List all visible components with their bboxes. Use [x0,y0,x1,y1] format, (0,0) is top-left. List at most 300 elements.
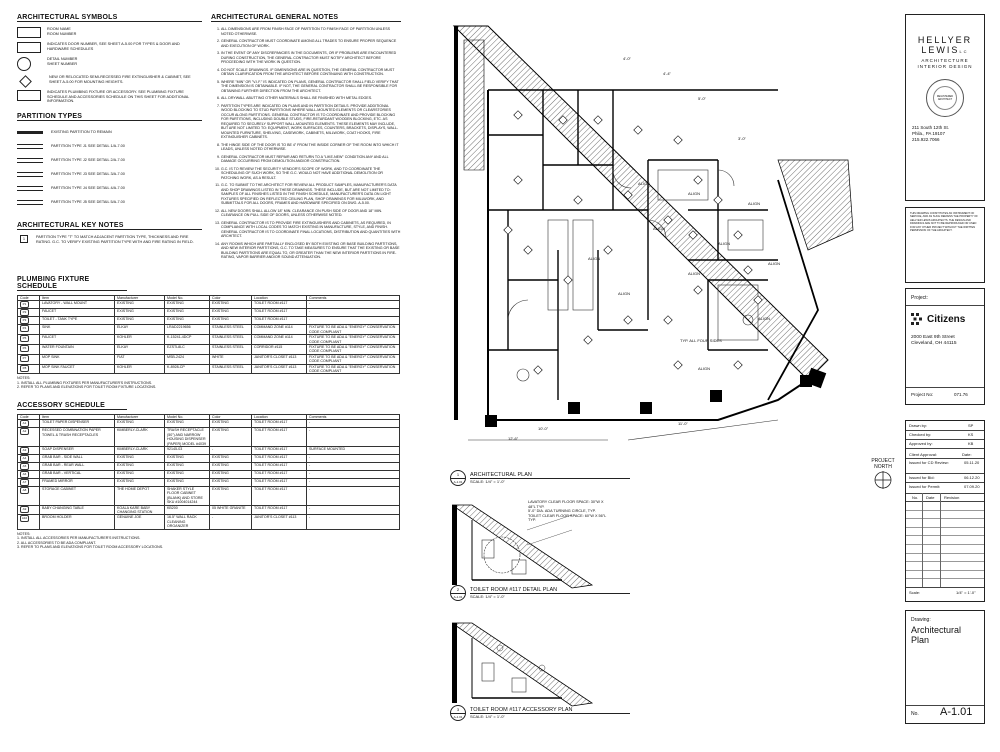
plan-tag-icon [744,266,752,274]
table-cell: TOILET PAPER DISPENSER [40,420,115,428]
general-note: 3. IN THE EVENT OF ANY DISCREPANCIES IN THE DOCUMENTS, OR IF PROBLEMS ARE ENCOUNTERED DURING CONSTRUCTION, THE GENERAL CONTRACTOR MUST NOTIFY ARCHITECT BEFORE PROCEEDING WITH THE WORK IN QUESTION. [221,51,401,65]
partition-line-icon [17,158,43,163]
client-name: Citizens [927,313,966,325]
firm-address: 211 South 12th St. Phila., PA 19107 215.922.7066 [912,125,949,142]
plan-tag-icon [734,231,742,239]
general-note: 7. PARTITION TYPES ARE INDICATED ON PLANS AND IN PARTITION DETAILS. PROVIDE ADDITIONAL WOOD BLOCKING TO STUD PARTITIONS WHERE WALL-MOUNTED ELEMENTS OR CLEARSTORIES OCCUR ALONG PARTITIONS. GENERAL CONTRACTOR IS TO COORDINATE AND PROVIDE BLOCKING FOR PARTITIONS, INCLUDING DOUBLE STUDS, FIRE-RETARDANT WOODEN BLOCKING, ETC. AS REQUIRED TO SECURELY SUPPORT WALL-MOUNTED ELEMENTS. THESE ELEMENTS MAY INCLUDE, BUT ARE NOT LIMITED TO: EQUIPMENT, WORK SURFACES, COUNTERS, BRACKETS, DISPLAYS, WALL-MOUNTED FURNITURE, SHELVING, CASEWORK, CABINETS, MILLWORK, COAT HOOKS, FIRE EXTINGUISHER CABINETS. [221,104,401,140]
table-cell: TOILET ROOM #117 [252,420,307,428]
table-cell: 16.5" WALL RACK CLEANING ORGANIZER [165,515,210,529]
plan-annotation: ALIGN [748,201,761,206]
firm-subtitle: ARCHITECTURE INTERIOR DESIGN [917,58,973,69]
table-cell: EXISTING [115,479,165,487]
table-cell: CORRIDOR #115 [252,345,307,355]
table-cell [18,364,40,374]
partition-label: PARTITION TYPE J2 SEE DETAIL 2/A-7.00 [51,158,125,162]
table-cell: EXISTING [210,463,252,471]
table-cell: 05 WHITE GRANITE [210,505,252,515]
partition-list [17,125,202,209]
plumbing-title: PLUMBING FIXTURE SCHEDULE [17,276,127,291]
plan-annotation: 3'-0" [738,136,746,141]
partition-row [17,167,202,181]
plan-annotation: ALIGN [638,181,651,186]
partition-line-icon [17,186,43,191]
table-row [18,325,400,335]
project-north [866,458,900,495]
rev-date-header: Date [926,495,935,500]
drawn-by-label: Drawn by: [909,423,928,428]
general-note: 12. ALL NEW DOORS SHALL ALLOW 18" MIN. CLEARANCE ON PUSH SIDE OF DOOR AND 18" MIN. CLEARANCE ON PULL SIDE OF DOORS, UNLESS OTHERWISE NOTED. [221,209,401,218]
table-cell [18,515,40,529]
plumbing-schedule [17,276,402,390]
plan-tag-icon [504,226,512,234]
detail-plan-bubble [450,585,466,601]
table-cell: STAINLESS STEEL [210,325,252,335]
partition-line-icon [17,200,43,205]
table-cell: FIXTURE TO BE ADA & "ENERGY" CONSERVATION CODE COMPLIANT [307,364,400,374]
drawing-title: Architectural Plan [911,625,962,645]
table-cell: EXISTING [115,471,165,479]
citizens-logo-icon [911,313,925,325]
column-header: Comments [307,415,400,420]
schedule-note: 1. INSTALL ALL ACCESSORIES PER MANUFACTURER'S INSTRUCTIONS. [17,536,141,541]
schedule-note: 3. REFER TO PLANS AND ELEVATIONS FOR TOILET ROOM ACCESSORY LOCATIONS. [17,544,164,549]
plan-tag-icon [514,176,522,184]
rev-no-header: No. [912,495,919,500]
table-cell: EXISTING [210,471,252,479]
table-cell: GRAB BAR - SIDE WALL [40,455,115,463]
general-notes-title: ARCHITECTURAL GENERAL NOTES [211,14,401,22]
symbol-label: INDICATES PLUMBING FIXTURE OR ACCESSORY. SEE PLUMBING FIXTURE SCHEDULE AND ACCESSORIES SCHEDULE ON THIS SHEET FOR ADDITIONAL INFORMATION. [47,90,190,104]
column-header: Location [252,296,307,301]
plan-tag-icon [594,116,602,124]
table-cell: - [307,471,400,479]
plan-annotation: ALIGN [588,256,601,261]
detail-plan-num: 2 [456,587,460,592]
table-cell: COMMAND ZONE #114 [252,335,307,345]
detail-plan-scale: SCALE: 1/4" = 1'-0" [470,594,505,599]
plan-annotation: ALIGN [698,366,711,371]
table-cell: - [307,455,400,463]
fixture-code: P7 [20,355,29,362]
table-cell: FIXTURE TO BE ADA & "ENERGY" CONSERVATION CODE COMPLIANT [307,354,400,364]
revision-row-line [906,535,984,536]
detail-plan-sheet: A-1.01 [451,593,465,600]
architectural-plan-drawing [448,20,868,460]
firm-block [905,14,985,201]
plan-annotation: ALIGN [688,271,701,276]
partition-row [17,139,202,153]
column-header: Item [40,415,115,420]
schedule-note: 2. ALL ACCESSORIES TO BE ADA COMPLIANT. [17,540,97,545]
table-cell: GRAB BAR - VERTICAL [40,471,115,479]
accessory-title: ACCESSORY SCHEDULE [17,402,127,410]
main-plan-num: 1 [456,472,460,477]
table-cell [18,447,40,455]
plan-tag-icon [534,366,542,374]
scale-value: 1/4" = 1'-0" [956,590,976,595]
table-cell: WHITE [210,354,252,364]
table-row [18,428,400,447]
table-cell: K-15241-4DCP [165,335,210,345]
plan-tag-icon [584,336,592,344]
table-cell: STORAGE CABINET [40,487,115,506]
plan-annotation: ALIGN [653,226,666,231]
revision-row-line [906,553,984,554]
partition-row [17,153,202,167]
partition-types-title: PARTITION TYPES [17,113,202,121]
fixture-code: P6 [20,345,29,352]
fixture-code: A9 [20,506,29,513]
table-cell [18,335,40,345]
toilet-accessory-plan-drawing [452,618,662,708]
schedule-note: 1. INSTALL ALL PLUMBING FIXTURES PER MANUFACTURER'S INSTRUCTIONS. [17,380,153,385]
plan-tag-icon [734,361,742,369]
symbols-section [17,14,202,108]
schedule-note: 2. REFER TO PLANS AND ELEVATIONS FOR TOILET ROOM FIXTURE LOCATIONS. [17,385,157,390]
fixture-code: A8 [20,487,29,494]
plan-tag-icon [574,196,582,204]
key-notes-list [17,235,202,244]
table-cell [18,301,40,309]
table-cell: EXISTING [115,420,165,428]
detail-plan-title: TOILET ROOM #117 DETAIL PLAN [470,587,630,594]
symbol-label: ROOM NAME ROOM NUMBER [47,27,77,36]
fixture-code: A10 [21,516,28,521]
table-cell: TOILET ROOM #117 [252,487,307,506]
general-note: 9. GENERAL CONTRACTOR MUST REPAIR AND RETURN TO A "LIKE-NEW" CONDITION ANY AND ALL DAMAGE OCCURRING FROM DEMOLITION AND/OR CONSTRUCTION. [221,155,401,164]
symbol-label: DETAIL NUMBER SHEET NUMBER [47,57,78,66]
table-row [18,317,400,325]
revision-row-line [906,570,984,571]
table-cell: TOILET ROOM #117 [252,301,307,309]
accessory-plan-scale: SCALE: 1/4" = 1'-0" [470,714,505,719]
column-header: Comments [307,296,400,301]
fixture-code: A3 [20,447,29,454]
plan-annotation: 4'-0" [623,56,631,61]
general-note: 8. THE HINGE SIDE OF THE DOOR IS TO BE 4" FROM THE INSIDE CORNER OF THE ROOM INTO WHICH IT LEADS, UNLESS NOTED OTHERWISE. [221,143,401,152]
project-no-label: Project No: [911,392,934,397]
issued-permit: 07.09.20 [964,484,980,489]
fixture-code: P1 [20,301,29,308]
table-cell: FIXTURE TO BE ADA & "ENERGY" CONSERVATION CODE COMPLIANT [307,325,400,335]
table-row [18,447,400,455]
table-cell: TOILET ROOM #117 [252,471,307,479]
approval-block [905,420,985,602]
issued-cd: 05.11.20 [964,460,980,465]
table-cell: - [307,479,400,487]
client-approval-date-label: Date: [962,452,972,457]
table-cell: EXISTING [165,463,210,471]
general-note: 10. G.C. IS TO REVIEW THE SECURITY VENDOR'S SCOPE OF WORK, AND TO COORDINATE THE SCHEDULING OF SUCH WORK, SO THE G.C. WOULD NOT HAVE ADDITIONAL DEMOLITION OR PATCHING WORK, AS A RESULT. [221,167,401,181]
fixture-code: A5 [20,463,29,470]
symbol-row [17,42,202,53]
main-plan-sheet: A-1.01 [451,478,465,485]
table-cell: K-8928-CP [165,364,210,374]
checked-by: KS [968,432,974,437]
table-cell: BROOM HOLDER [40,515,115,529]
table-cell: EXISTING [115,463,165,471]
symbols-title: ARCHITECTURAL SYMBOLS [17,14,202,22]
fixture-code: A4 [20,455,29,462]
main-plan-label [450,470,650,486]
partition-row [17,181,202,195]
revision-row-line [906,578,984,579]
partition-label: PARTITION TYPE J1 SEE DETAIL 1/A-7.00 [51,144,125,148]
table-cell: - [307,428,400,447]
approved-by-label: Approved by: [909,441,933,446]
plan-annotation: ALIGN [758,316,771,321]
table-cell: - [307,487,400,506]
plan-annotation: ALIGN [618,291,631,296]
fixture-code: A2 [20,428,29,435]
fixture-code: P5 [20,335,29,342]
table-cell: EXISTING [165,479,210,487]
partition-line-icon [17,144,43,149]
table-cell: FAUCET [40,309,115,317]
table-cell: GENUINE JOE [115,515,165,529]
drawing-label: Drawing: [911,617,931,623]
general-note: 5. WHERE "MIN" OR "V.I.F." IS INDICATED ON PLANS, GENERAL CONTRACTOR SHALL FIELD VERIFY THAT THE DIMENSION IS OBTAINABLE. IF NOT, THE GENERAL CONTRACTOR SHALL BE RESPONSIBLE FOR OBTAINING FURTHER DIRECTION FROM THE ARCHITECT. [221,80,401,94]
accessory-table [17,414,400,530]
table-cell: SINK [40,325,115,335]
partition-line-icon [17,131,43,134]
column-header: Model No. [165,415,210,420]
column-header: Location [252,415,307,420]
key-notes-section [17,222,202,244]
table-cell: KOHLER [115,364,165,374]
column-header: Color [210,415,252,420]
fixture-code: A1 [20,420,29,427]
symbol-row [17,57,202,71]
accessory-plan-title: TOILET ROOM #117 ACCESSORY PLAN [470,707,630,714]
partition-row [17,125,202,139]
general-note: 6. ALL DRYWALL ABUTTING OTHER MATERIALS SHALL BE FINISHED WITH METAL EDGES. [221,96,401,101]
plan-annotation: 5'-0" [698,96,706,101]
table-cell: KOALA KARE BABY CHANGING STATION [115,505,165,515]
key-notes-title: ARCHITECTURAL KEY NOTES [17,222,202,230]
accessory-plan-num: 3 [456,707,460,712]
table-cell: EXISTING [165,455,210,463]
revision-row-line [906,510,984,511]
table-cell [18,487,40,506]
table-cell: TOILET ROOM #117 [252,463,307,471]
column-header: Code [18,296,40,301]
table-row [18,301,400,309]
table-cell: MSB-2424 [165,354,210,364]
client-logo [911,313,984,325]
table-cell: EXISTING [115,317,165,325]
revision-row-line [906,518,984,519]
revision-row-line [906,527,984,528]
column-header: Color [210,296,252,301]
plumbing-notes-title: NOTES: [17,376,31,381]
table-cell [18,479,40,487]
sheet-no: A-1.01 [940,706,973,718]
plan-tag-icon [714,196,722,204]
table-cell: TOILET ROOM #117 [252,309,307,317]
general-note: 2. GENERAL CONTRACTOR MUST COORDINATE AMONG ALL TRADES TO ENSURE PROPER SEQUENCE AND EXECUTION OF WORK. [221,39,401,48]
sheet-no-label: No. [911,711,919,717]
firm-name-1: HELLYER [917,35,973,45]
symbol-row [17,90,202,104]
issued-permit-label: Issued for Permit: [909,484,941,489]
general-notes-section [211,14,401,263]
project-block [905,288,985,405]
table-cell: TOILET ROOM #117 [252,479,307,487]
partition-types-section [17,113,202,209]
table-cell: - [210,515,252,529]
table-cell: EXISTING [115,309,165,317]
table-cell: TRASH RECEPTACLE (50") AND NARROW HOUSING DISPENSER (PAPER) MODEL #4039 [165,428,210,447]
table-cell: STAINLESS STEEL [210,345,252,355]
disclaimer-block [905,207,985,283]
table-cell [18,428,40,447]
general-note: 13. GENERAL CONTRACTOR IS TO PROVIDE FIRE EXTINGUISHERS AND CABINETS, AS REQUIRED, IN COMPLIANCE WITH LOCAL CODES TO MATCH EXISTING IN MANUFACTURE, STYLE, AND FINISH. GENERAL CONTRACTOR IS TO COORDINATE FINAL LOCATIONS, DISTRIBUTION AND QUANTITIES WITH ARCHITECT. [221,221,401,239]
partition-label: PARTITION TYPE J4 SEE DETAIL 4/A-7.00 [51,186,125,190]
table-cell: KOHLER [115,335,165,345]
table-cell: EXISTING [210,309,252,317]
table-cell: EXISTING [210,487,252,506]
table-cell: FIXTURE TO BE ADA & "ENERGY" CONSERVATION CODE COMPLIANT [307,345,400,355]
column-header: Manufacturer [115,415,165,420]
checked-by-label: Checked by: [909,432,932,437]
north-label: PROJECT NORTH [871,458,895,470]
table-cell: TOILET ROOM #117 [252,447,307,455]
partition-row [17,195,202,209]
table-row [18,335,400,345]
plan-tag-icon [624,316,632,324]
table-cell: EXISTING [210,420,252,428]
table-cell: SOAP DISPENSER [40,447,115,455]
firm-name-2-row [906,45,984,55]
table-cell [18,505,40,515]
accessory-plan-sheet: A-1.01 [451,713,465,720]
table-cell: - [307,505,400,515]
left-exterior-wall [454,26,458,420]
client-approval-label: Client Approval: [909,452,938,457]
plan-annotation: 11'-0" [678,421,688,426]
accessory-schedule [17,402,402,549]
accessory-notes-title: NOTES: [17,531,31,536]
general-notes-list [211,27,401,260]
table-cell: JANITOR'S CLOSET #113 [252,515,307,529]
column-header: Item [40,296,115,301]
table-cell: EXISTING [165,420,210,428]
issued-cd-label: Issued for CD Review: [909,460,949,465]
table-cell: KIMBERLY-CLARK [115,428,165,447]
table-cell: LRAD2219656 [165,325,210,335]
table-row [18,364,400,374]
accessory-plan-label [450,705,650,721]
table-cell [18,420,40,428]
extinguisher-icon [19,75,32,88]
issued-bid-label: Issued for Bid: [909,475,935,480]
fixture-code: P8 [20,365,29,372]
plan-annotation: 12'-6" [508,436,519,441]
plan-tag-icon [694,286,702,294]
table-row [18,479,400,487]
key-note-row [17,235,202,244]
table-cell: THE HOME DEPOT [115,487,165,506]
table-cell: SURFACE MOUNTED [307,447,400,455]
table-row [18,463,400,471]
detail-tag-icon [17,57,31,71]
table-row [18,345,400,355]
detail-plan-notes: LAVATORY CLEAR FLOOR SPACE: 30"W X 48"L TYP. 5'-0" DIA. ADA TURNING CIRCLE, TYP. TOILET CLEAR FLOOR SPACE: 60"W X 56"L TYP. [528,500,607,523]
table-row [18,505,400,515]
table-cell: MOP SINK [40,354,115,364]
table-cell: - [307,515,400,529]
fixture-code: P3 [20,317,29,324]
column-header: Model No. [165,296,210,301]
approved-by: KB [968,441,974,446]
issued-bid: 06.12.20 [964,475,980,480]
structural-columns [485,368,826,427]
table-row [18,515,400,529]
accessory-plan-bubble [450,705,466,721]
fixture-code: A6 [20,471,29,478]
table-cell [18,309,40,317]
partition-label: PARTITION TYPE J5 SEE DETAIL 5/A-7.00 [51,200,125,204]
table-cell: LAVATORY - WALL MOUNT [40,301,115,309]
table-cell: RECESSED COMBINATION PAPER TOWEL & TRASH RECEPTACLES [40,428,115,447]
column-header: Manufacturer [115,296,165,301]
main-plan-bubble [450,470,466,486]
firm-mark: LC [959,49,969,54]
table-cell: EXISTING [210,479,252,487]
symbol-label: NEW OR RELOCATED SEMI-RECESSED FIRE EXTINGUISHER & CABINET, SEE SHEET A-5.00 FOR MOUNTING HEIGHTS. [49,75,191,84]
revision-row-line [906,544,984,545]
table-cell: EXISTING [165,301,210,309]
table-cell: EZSTL8LC [165,345,210,355]
key-note-code: 1 [20,235,28,243]
scale-label: Scale: [909,590,921,595]
key-note-text: PARTITION TYPE "T" TO MATCH ADJACENT PARTITION TYPE, THICKNESS AND FIRE RATING. G.C. TO VERIFY EXISTING PARTITION TYPE WITH AND FIRE RATING IN FIELD. [36,235,194,244]
table-row [18,471,400,479]
table-cell: COMMAND ZONE #114 [252,325,307,335]
symbol-row [17,27,202,38]
drawing-block [905,610,985,724]
plan-tag-icon [694,176,702,184]
table-cell [18,354,40,364]
door-tag-icon [17,42,41,53]
table-cell: - [307,463,400,471]
general-note: 11. G.C. TO SUBMIT TO THE ARCHITECT FOR REVIEW ALL PRODUCT SAMPLES, MANUFACTURER'S DATA AND SHOP DRAWINGS LISTED IN THESE DRAWINGS. THESE INCLUDE, BUT ARE NOT LIMITED TO: SAMPLES OF ALL FINISHES LISTED IN THE FINISH SCHEDULE, MANUFACTURER'S DATA ON LIGHT FIXTURES SPECIFIED ON REFLECTED CEILING PLAN, SHOP DRAWINGS FOR MILLWORK, AND SUBMITTALS FOR ALL DOORS, FRAMES AND HARDWARE SPECIFIED ON DWG. A-5.00. [221,183,401,206]
table-cell: STAINLESS STEEL [210,335,252,345]
table-cell: EXISTING [210,317,252,325]
architect-seal-icon [926,79,964,117]
seal-text: REGISTERED ARCHITECT [933,86,957,110]
table-cell: - [307,317,400,325]
table-row [18,309,400,317]
table-cell: EXISTING [115,455,165,463]
plan-annotation: 10'-0" [538,426,549,431]
table-cell: - [210,447,252,455]
plan-tag-icon [514,111,522,119]
accessory-notes [17,536,402,549]
table-cell: EXISTING [210,301,252,309]
partition-label: EXISTING PARTITION TO REMAIN [51,130,112,134]
symbols-list [17,27,202,104]
partition-label: PARTITION TYPE J3 SEE DETAIL 3/A-7.00 [51,172,125,176]
table-cell [18,345,40,355]
general-note: 4. DO NOT SCALE DRAWINGS. IF DIMENSIONS ARE IN QUESTION, THE GENERAL CONTRACTOR MUST OBTAIN CLARIFICATION FROM THE ARCHITECT BEFORE CONTINUING WITH CONSTRUCTION. [221,68,401,77]
table-row [18,354,400,364]
table-cell: JANITOR'S CLOSET #113 [252,364,307,374]
plan-tag-icon [564,276,572,284]
client-address: 2000 East 9th Street Cleveland, OH 44115 [911,335,957,346]
plan-annotation: ALIGN [718,241,731,246]
